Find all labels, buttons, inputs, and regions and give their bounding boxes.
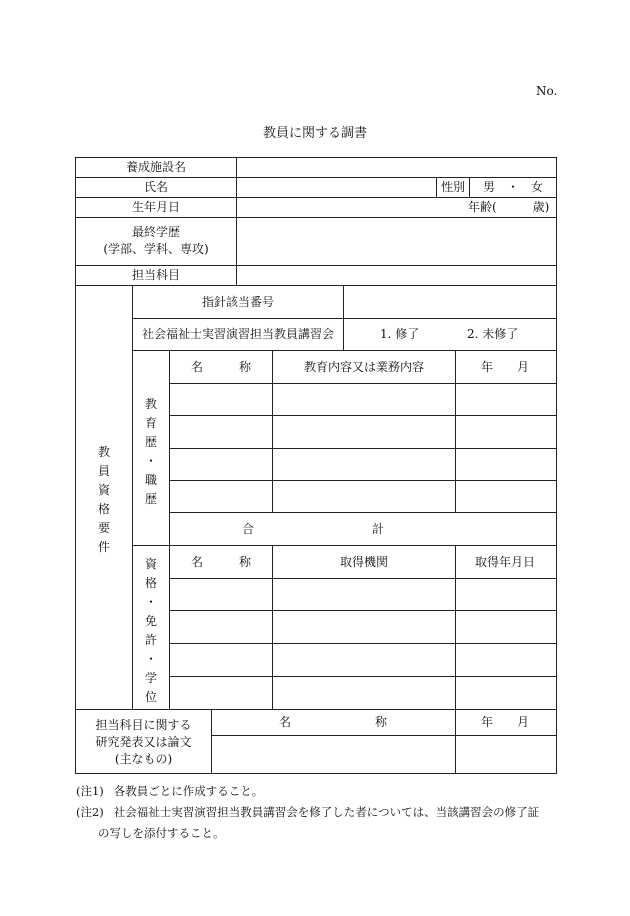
note-2 (76, 802, 539, 823)
seminar-option-not-completed: 2. 未修了 (467, 327, 519, 341)
sex-options: 男 ・ 女 (482, 180, 544, 194)
teacher-name-label: 氏名 (143, 180, 169, 194)
license-label: 資 格 ・ 免 許 ・ 学 位 (144, 557, 157, 704)
license-col-institution: 取得機関 (339, 555, 389, 569)
career-history-label: 教 育 歴 ・ 職 歴 (144, 397, 157, 506)
total-label-right: 計 (372, 522, 385, 536)
career-col-content: 教育内容又は業務内容 (303, 360, 425, 374)
seminar-option-completed: 1. 修了 (380, 327, 420, 341)
note-2-mark: (注2) (76, 805, 104, 819)
education-subtitle: (学部、学科、専攻) (103, 242, 209, 256)
sex-label: 性別 (440, 180, 466, 194)
career-col-date: 年 月 (480, 360, 530, 374)
note-2-continuation: の写しを添付すること。 (98, 826, 225, 840)
note-1-text: 各教員ごとに作成すること。 (113, 784, 264, 798)
birthdate-label: 生年月日 (131, 200, 181, 214)
research-label: 担当科目に関する 研究発表又は論文 (主なもの) (95, 718, 192, 766)
note-2-text: 社会福祉士実習演習担当教員講習会を修了した者については、当該講習会の修了証 (113, 805, 540, 819)
document-title: 教員に関する調書 (262, 126, 367, 141)
education-title: 最終学歴 (131, 225, 181, 239)
research-col-name: 名 称 (278, 715, 388, 729)
total-label-left: 合 (242, 522, 255, 536)
teacher-requirements-label: 教 員 資 格 要 件 (97, 445, 110, 554)
career-col-name: 名 称 (190, 360, 252, 374)
age-label: 年齢( 歳) (468, 200, 550, 214)
note-1 (76, 781, 263, 802)
guideline-number-label: 指針該当番号 (201, 295, 275, 309)
note-1-mark: (注1) (76, 784, 104, 798)
seminar-label: 社会福祉士実習演習担当教員講習会 (141, 327, 335, 341)
document-number-label: No. (536, 84, 558, 98)
school-name-label: 養成施設名 (125, 160, 187, 174)
license-col-date: 取得年月日 (474, 555, 536, 569)
subject-label: 担当科目 (131, 268, 181, 282)
license-col-name: 名 称 (190, 555, 252, 569)
research-col-date: 年 月 (480, 715, 530, 729)
